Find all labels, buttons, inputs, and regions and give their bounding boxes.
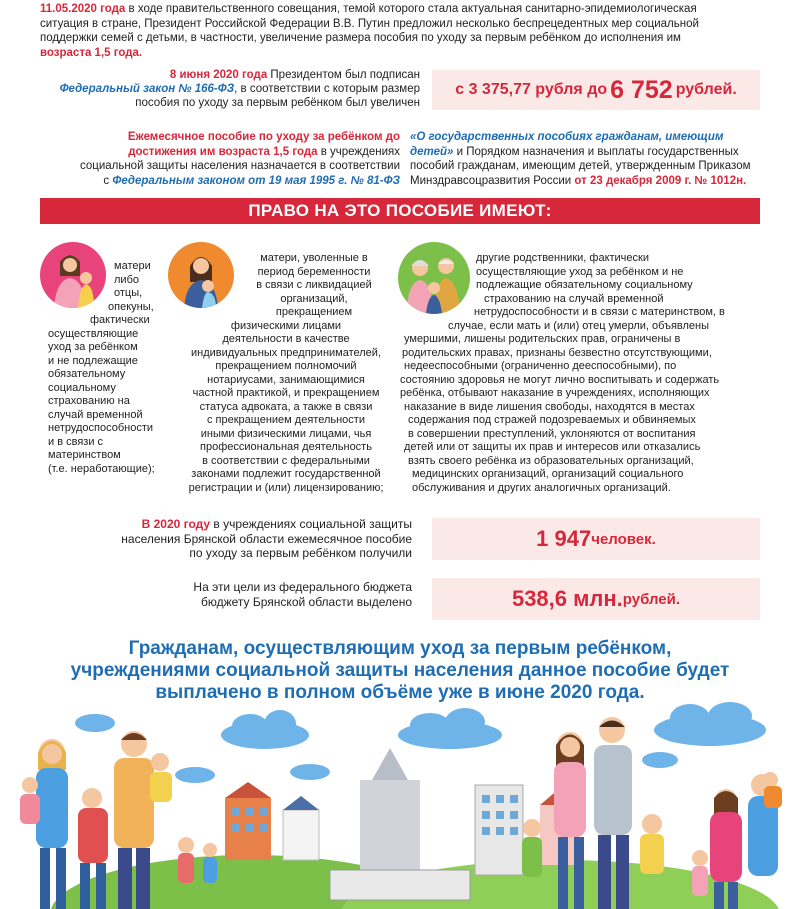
col2-line: матери, уволенные в (260, 252, 368, 264)
intro-date: 11.05.2020 года (40, 3, 126, 15)
col2-line: в соответствии с федеральными (202, 454, 370, 467)
col1-line: матери (114, 260, 151, 272)
stat1-year: В 2020 году (141, 517, 211, 531)
col1-text (38, 260, 166, 476)
col3-line: другие родственники, фактически (476, 252, 649, 264)
col1-line: фактически (90, 314, 150, 326)
section-title-bar (40, 198, 760, 224)
col3-line: нетрудоспособности и в связи с материнством, в (474, 306, 725, 318)
col2-line: с прекращением деятельности (207, 414, 365, 426)
col1-line: уход за ребёнком (48, 341, 138, 353)
monthly-line4-prefix: с (103, 174, 113, 187)
closing-line1: Гражданам, осуществляющим уход за первым ребёнком, (128, 638, 672, 659)
order-line3: пособий гражданам, имеющим детей, утвержденным Приказом (410, 160, 751, 172)
closing-statement (40, 638, 760, 704)
col3-line: наказание в виде лишения свободы, находятся в местах (404, 400, 695, 413)
increase-to: 6 752 (610, 75, 673, 104)
signed-date: 8 июня 2020 года (169, 69, 268, 81)
stat1-line2: населения Брянской области ежемесячное пособие (121, 531, 412, 546)
col1-line: страхованию на (48, 395, 130, 407)
monthly-paragraph (40, 130, 400, 188)
monthly-line2-prefix: достижения им (128, 145, 219, 158)
col1-line: и в связи с (48, 435, 104, 448)
col1-line: случай временной (48, 408, 143, 421)
intro-line2: ситуация в стране, Президент Российской Федерации В.В. Путин предложил несколько беспрецедентных мер социальной (40, 17, 699, 30)
signed-law: Федеральный закон № 166-ФЗ (59, 83, 235, 95)
col3-line: состоянию здоровья не могут лично воспитывать и содержать (400, 373, 720, 386)
col1-line: обязательному (48, 368, 126, 380)
col1-line: и не подлежащие (48, 354, 138, 367)
signed-line2: , в соответствии с которым размер (234, 83, 420, 95)
col2-text (176, 252, 396, 495)
intro-paragraph (40, 2, 770, 60)
monthly-line3: социальной защиты населения назначается в соответствии (79, 160, 400, 172)
increase-from: с 3 375,77 рубля до (455, 81, 608, 98)
col3-line: в совершении преступлений, уклоняются от воспитания (408, 427, 696, 440)
col2-line: статуса адвоката, а также в связи (199, 400, 373, 413)
col3-line: взять своего ребёнка из образовательных организаций, (408, 454, 694, 467)
stat2-box (432, 578, 760, 620)
order-line1: «О государственных пособиях гражданам, имеющим (410, 131, 724, 143)
order-line4-prefix: Минздравсоцразвития России (410, 174, 575, 187)
intro-line3: поддержки семей с детьми, в частности, увеличение размера пособия по уходу за первым ребёнком до исполнения им (40, 32, 681, 44)
col3-line: страхованию на случай временной (484, 292, 664, 305)
signed-line1: Президентом был подписан (267, 69, 420, 81)
stat1-box (432, 518, 760, 560)
signed-paragraph (40, 68, 420, 110)
intro-line1: в ходе правительственного совещания, темой которого стала актуальная санитарно-эпидемиологическая (125, 3, 697, 15)
col2-line: профессиональная деятельность (200, 441, 372, 453)
col3-line: детей или от защиты их прав и интересов или отказались (404, 441, 701, 453)
col3-line: медицинских организаций, организаций социального (412, 468, 684, 480)
closing-line3: выплачено в полном объёме уже в июне 2020 года. (155, 682, 645, 703)
col3-line: содержания под стражей подозреваемых и обвиняемых (408, 414, 696, 426)
monthly-line2-rest: в учреждениях (317, 145, 400, 158)
increase-box (432, 70, 760, 110)
order-line2-rest: и Порядком назначения и выплаты государственных (453, 145, 739, 158)
stat2-unit: рублей. (622, 590, 681, 608)
intro-age: возраста 1,5 года. (40, 46, 143, 59)
clouds (75, 702, 766, 783)
col2-line: иными физическими лицами, чья (200, 427, 372, 440)
col2-line: прекращением (275, 306, 353, 318)
col3-line: умершими, лишены родительских прав, ограничены в (404, 333, 681, 345)
stat2-text (40, 580, 412, 610)
col2-line: индивидуальных предпринимателей, (190, 346, 382, 359)
col2-line: регистрации и (или) лицензированию; (188, 481, 384, 494)
col2-line: прекращением полномочий (215, 360, 357, 372)
col2-line: законами подлежит государственной (191, 468, 381, 480)
col2-line: частной практикой, и прекращением (192, 387, 380, 399)
col2-line: период беременности (257, 265, 371, 278)
col3-line: ребёнка, отбывают наказание в учреждениях, исполняющих (400, 387, 710, 399)
col2-line: организаций, (280, 292, 348, 305)
col1-line: материнством (48, 449, 121, 461)
section-title: ПРАВО НА ЭТО ПОСОБИЕ ИМЕЮТ: (248, 201, 552, 220)
col1-line: осуществляющие (48, 327, 139, 340)
signed-line3: пособия по уходу за первым ребёнком был увеличен (135, 97, 420, 109)
stat2-value: 538,6 млн. (511, 586, 623, 611)
closing-line2: учреждениями социальной защиты населения данное пособие будет (70, 660, 730, 681)
stat1-text (40, 517, 412, 561)
col3-line: осуществляющие уход за ребёнком и не (476, 265, 684, 278)
order-line2-blue: детей» (410, 145, 454, 158)
col2-line: деятельности в качестве (222, 333, 350, 345)
col1-line: нетрудоспособности (48, 422, 154, 434)
col1-line: (т.е. неработающие); (48, 462, 155, 475)
order-paragraph (410, 130, 770, 188)
col3-line: подлежащие обязательному социальному (476, 279, 693, 291)
stat1-line3: по уходу за первым ребёнком получили (189, 546, 412, 560)
col2-line: в связи с ликвидацией (256, 279, 372, 291)
left-family (20, 731, 172, 909)
col3-line: случае, если мать и (или) отец умерли, объявлены (448, 319, 710, 332)
monthly-law: Федеральным законом от 19 мая 1995 г. № 81-ФЗ (112, 174, 400, 187)
col3-text (398, 252, 768, 495)
col3-line: недееспособными (ограниченно дееспособными), по (404, 360, 677, 372)
stat1-value: 1 947 (536, 526, 592, 551)
stat1-unit: человек. (591, 530, 656, 548)
stat2-line1: На эти цели из федерального бюджета (193, 580, 412, 594)
col1-line: социальному (48, 381, 116, 394)
increase-unit: рублей. (675, 81, 737, 98)
col1-line: опекуны, (108, 300, 154, 313)
col1-line: отцы, (114, 287, 143, 299)
city-family-illustration (0, 700, 800, 909)
monthly-line1: Ежемесячное пособие по уходу за ребёнком до (127, 131, 400, 143)
col1-line: либо (114, 273, 139, 286)
stat2-line2: бюджету Брянской области выделено (201, 595, 412, 609)
monthly-age: возраста 1,5 года (218, 145, 318, 158)
col3-line: обслуживания и других аналогичных организаций. (412, 481, 671, 494)
col2-line: нотариусами, занимающимися (207, 373, 365, 386)
stat1-line1: в учреждениях социальной защиты (210, 517, 412, 531)
col3-line: родительских правах, признаны безвестно отсутствующими, (402, 346, 712, 359)
order-date: от 23 декабря 2009 г. № 1012н. (574, 174, 747, 187)
col2-line: физическими лицами (230, 319, 342, 332)
